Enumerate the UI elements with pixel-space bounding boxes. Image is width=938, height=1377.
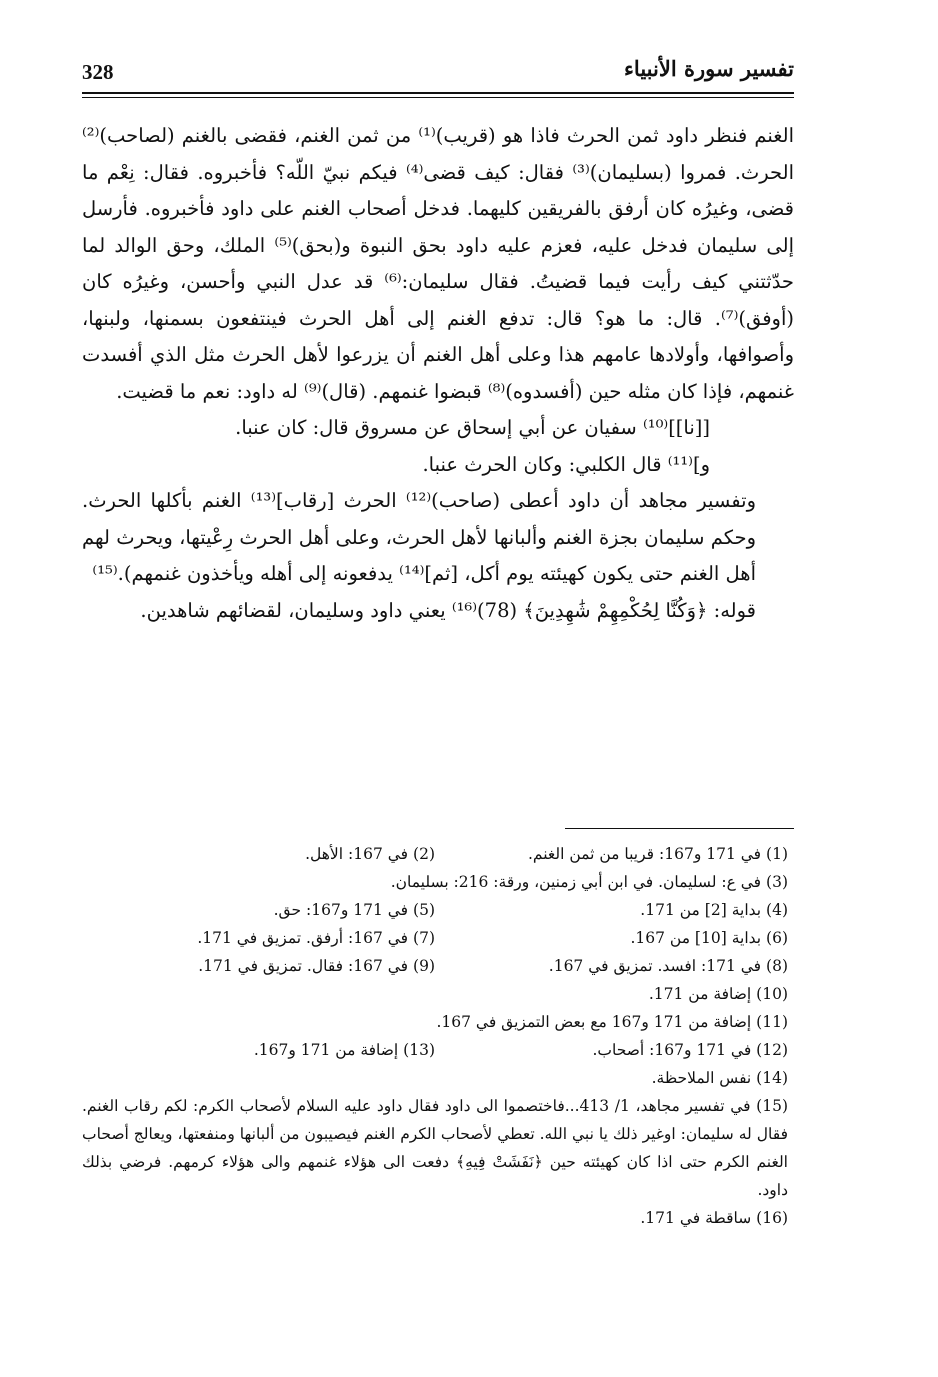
header-rule	[82, 92, 794, 94]
paragraph-1: الغنم فنظر داود ثمن الحرث فاذا هو (قريب)⁽¹⁾ من ثمن الغنم، فقضى بالغنم (لصاحب)⁽²⁾ الحرث. فمروا (بسليمان)⁽³⁾ فقال: كيف قضى⁽⁴⁾ فيكم نبيّ اللّه؟ فأخبروه. فقال: نِعْم ما قضى، وغيرُه كان أرفق بالفريقين كليهما. فدخل أصحاب الغنم على داود فأخبروه. فأرسل إلى سليمان فدخل عليه، فعزم عليه داود بحق النبوة و(بحق)⁽⁵⁾ الملك، وحق الوالد لما حدّثتني كيف رأيت فيما قضيتُ. فقال سليمان:⁽⁶⁾ قد عدل النبي وأحسن، وغيرُه كان (أوفق)⁽⁷⁾. قال: ما هو؟ قال: تدفع الغنم إلى أهل الحرث فينتفعون بسمنها، ولبنها، وأصوافها، وأولادها عامهم هذا وعلى أهل الغنم أن يزرعوا لأهل الحرث مثل الذي أفسدت غنمهم، فإذا كان مثله حين (أفسدوه)⁽⁸⁾ قبضوا غنمهم. (قال)⁽⁹⁾ له داود: نعم ما قضيت.	[82, 124, 794, 403]
footnote-11: (11) إضافة من 171 و167 مع بعض التمزيق في 167.	[436, 1013, 788, 1031]
footnote-15: (15) في تفسير مجاهد، 1/ 413...فاختصموا الى داود فقال داود عليه السلام لأصحاب الكرم: لكم رقاب الغنم. فقال له سليمان: اوغير ذلك يا نبي الله. تعطي لأصحاب الكرم الغنم فيصيبون من ألبانها ومنفعتها، ويعالج أصحاب الغنم الكرم حتى اذا كان كهيئته حين ﴿نَفَشَتْ فِيهِ﴾ دفعت الى هؤلاء غنمهم والى هؤلاء كرمهم. فرضي بذلك داود.	[82, 1097, 789, 1199]
paragraph-5: قوله: ﴿وَكُنَّا لِحُكْمِهِمْ شَٰهِدِينَ﴾ (78)⁽¹⁶⁾ يعني داود وسليمان، لقضائهم شاهدين.	[140, 598, 756, 622]
footnote-7: (7) في 167: أرفق. تمزيق في 171.	[197, 929, 435, 947]
footnote-row	[82, 952, 794, 980]
footnote-10: (10) إضافة من 171.	[648, 985, 788, 1003]
footnote-row	[82, 1036, 794, 1064]
footnote-1: (1) في 171 و167: قريبا من ثمن الغنم.	[528, 845, 788, 863]
footnote-row	[82, 896, 794, 924]
footnote-row	[82, 868, 794, 896]
running-title: تفسير سورة الأنبياء	[624, 56, 794, 81]
paragraph-4: وتفسير مجاهد أن داود أعطى (صاحب)⁽¹²⁾ الحرث [رقاب]⁽¹³⁾ الغنم بأكلها الحرث. وحكم سليمان بجزة الغنم وألبانها لأهل الحرث، وعلى أهل الحرث رِعْيتها، ويحرث لهم أهل الغنم حتى يكون كهيئته يوم أكل، [ثم]⁽¹⁴⁾ يدفعونه إلى أهله ويأخذون غنمهم).⁽¹⁵⁾	[82, 489, 757, 585]
footnote-row	[82, 1008, 794, 1036]
footnote-9: (9) في 167: فقال. تمزيق في 171.	[198, 957, 435, 975]
footnote-5: (5) في 171 و167: حق.	[273, 901, 435, 919]
footnote-16: (16) ساقطة في 171.	[640, 1209, 788, 1227]
footnote-13: (13) إضافة من 171 و167.	[253, 1041, 435, 1059]
page-header	[82, 52, 794, 98]
footnote-14: (14) نفس الملاحظة.	[651, 1069, 788, 1087]
footnotes	[82, 840, 794, 1232]
paragraph-3: و]⁽¹¹⁾ قال الكلبي: وكان الحرث عنبا.	[422, 452, 710, 476]
footnote-4: (4) بداية [2] من 171.	[640, 901, 788, 919]
footnote-12: (12) في 171 و167: أصحاب.	[592, 1041, 788, 1059]
main-text	[82, 118, 794, 629]
header-rule-thin	[82, 97, 794, 98]
footnote-row	[82, 1064, 794, 1092]
paragraph-2: [[نا]]⁽¹⁰⁾ سفيان عن أبي إسحاق عن مسروق قال: كان عنبا.	[235, 416, 710, 439]
footnote-6: (6) بداية [10] من 167.	[630, 929, 788, 947]
page-number: 328	[82, 60, 114, 84]
footnote-2: (2) في 167: الأهل.	[305, 845, 435, 863]
footnote-row	[82, 980, 794, 1008]
footnote-8: (8) في 171: افسد. تمزيق في 167.	[548, 957, 788, 975]
footnote-row	[82, 924, 794, 952]
footnote-separator	[565, 828, 794, 829]
footnote-row	[82, 840, 794, 868]
footnote-3: (3) في ع: لسليمان. في ابن أبي زمنين، ورقة: 216: بسليمان.	[390, 873, 788, 891]
